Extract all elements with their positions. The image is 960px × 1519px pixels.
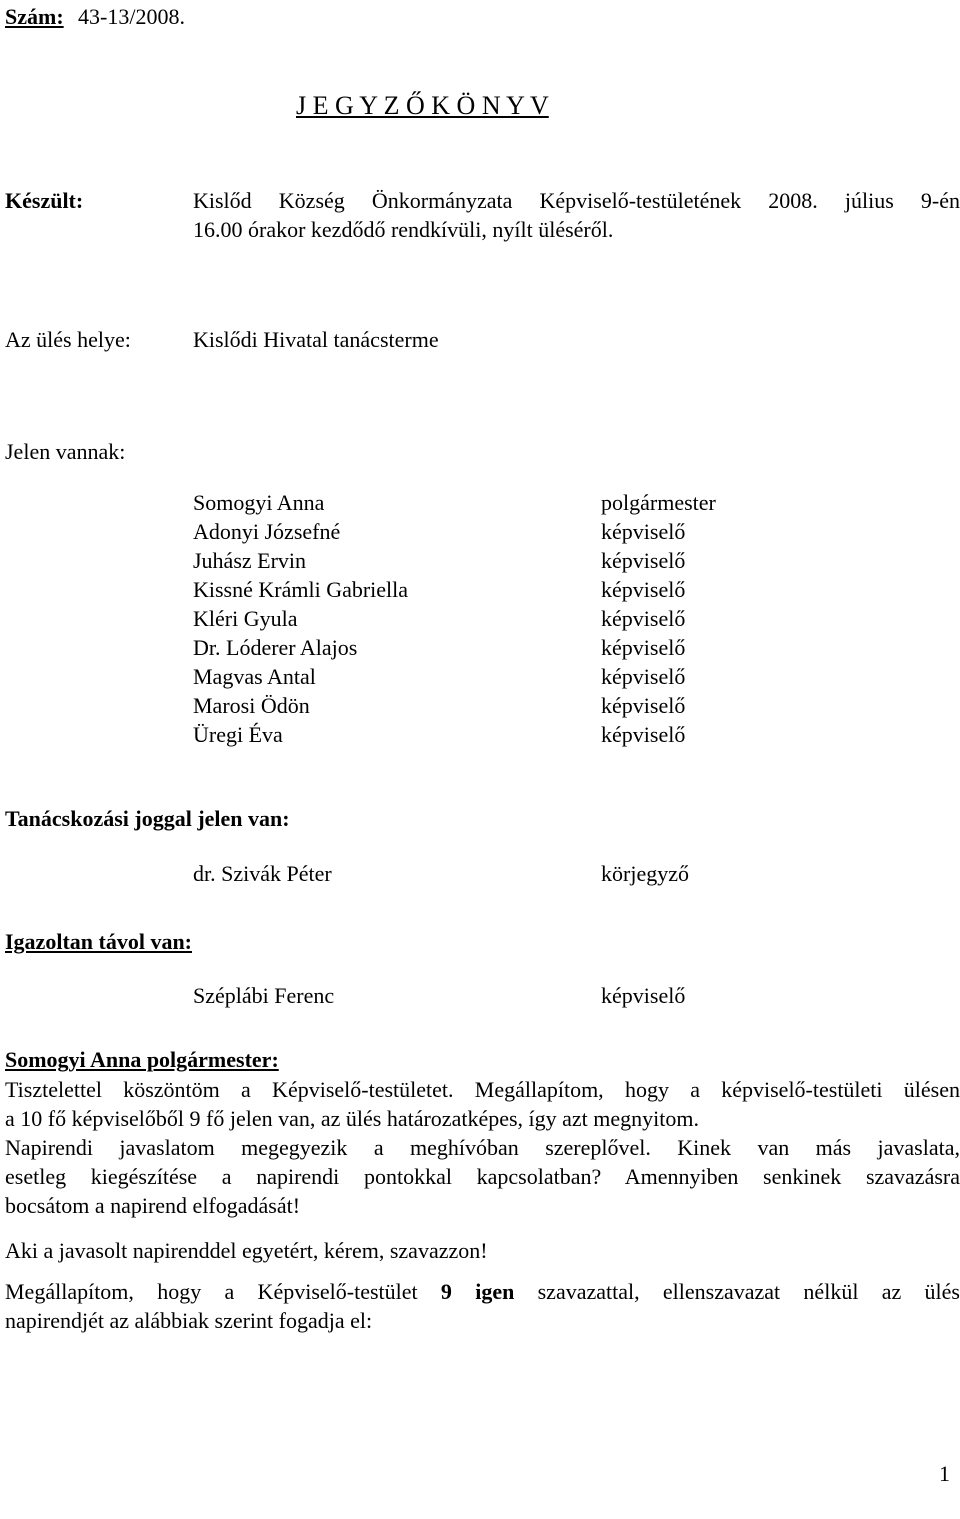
member-name: Adonyi Józsefné [193, 519, 341, 544]
member-role: képviselő [601, 606, 686, 631]
member-role: képviselő [601, 693, 686, 718]
vote-result-pre: Megállapítom, hogy a Képviselő-testület [5, 1279, 441, 1304]
member-role: képviselő [601, 635, 686, 660]
speech-paragraph [5, 1075, 960, 1220]
advisory-label: Tanácskozási joggal jelen van: [5, 806, 290, 831]
document-title: J E G Y Z Ő K Ö N Y V [296, 91, 549, 120]
absent-name: Széplábi Ferenc [193, 983, 335, 1008]
vote-result-line-2: napirendjét az alábbiak szerint fogadja el: [5, 1308, 373, 1333]
advisory-role: körjegyző [601, 861, 689, 886]
reference-label: Szám: [5, 4, 64, 29]
venue-label: Az ülés helye: [5, 327, 131, 352]
member-name: Juhász Ervin [193, 548, 307, 573]
member-role: képviselő [601, 519, 686, 544]
member-name: Dr. Lóderer Alajos [193, 635, 358, 660]
members-roles [601, 488, 716, 749]
member-name: Kissné Krámli Gabriella [193, 577, 409, 602]
member-role: képviselő [601, 548, 686, 573]
vote-result-count: 9 igen [440, 1279, 515, 1304]
member-name: Magvas Antal [193, 664, 316, 689]
speech-line: bocsátom a napirend elfogadását! [5, 1193, 301, 1218]
vote-call: Aki a javasolt napirenddel egyetért, kérem, szavazzon! [5, 1238, 488, 1263]
member-role: polgármester [601, 490, 716, 515]
speaker-heading: Somogyi Anna polgármester: [5, 1047, 279, 1072]
member-role: képviselő [601, 577, 686, 602]
made-line-1: Kislőd Község Önkormányzata Képviselő-testületének 2008. július 9-én [193, 188, 960, 213]
made-line-2: 16.00 órakor kezdődő rendkívüli, nyílt üléséről. [193, 217, 614, 242]
member-name: Üregi Éva [193, 722, 283, 747]
absent-role: képviselő [601, 983, 686, 1008]
members-names [193, 488, 408, 749]
member-role: képviselő [601, 664, 686, 689]
member-name: Marosi Ödön [193, 693, 310, 718]
member-name: Somogyi Anna [193, 490, 325, 515]
made-label: Készült: [5, 188, 84, 213]
member-name: Kléri Gyula [193, 606, 298, 631]
absent-label: Igazoltan távol van: [5, 929, 192, 954]
venue-value: Kislődi Hivatal tanácsterme [193, 327, 439, 352]
speech-line: esetleg kiegészítése a napirendi pontokkal kapcsolatban? Amennyiben senkinek szavazásra [5, 1164, 960, 1189]
vote-result-post: szavazattal, ellenszavazat nélkül az ülés [514, 1279, 960, 1304]
vote-result-line-1 [5, 1277, 960, 1306]
member-role: képviselő [601, 722, 686, 747]
speech-line: Tisztelettel köszöntöm a Képviselő-testületet. Megállapítom, hogy a képviselő-testületi ülésen [5, 1077, 960, 1102]
speech-line: a 10 fő képviselőből 9 fő jelen van, az ülés határozatképes, így azt megnyitom. [5, 1106, 699, 1131]
page-number: 1 [939, 1461, 950, 1486]
vote-result [5, 1277, 960, 1335]
reference-number: 43-13/2008. [78, 4, 185, 29]
speech-line: Napirendi javaslatom megegyezik a meghívóban szereplővel. Kinek van más javaslata, [5, 1135, 960, 1160]
advisory-name: dr. Szivák Péter [193, 861, 332, 886]
present-label: Jelen vannak: [5, 439, 126, 464]
made-description [193, 186, 960, 244]
